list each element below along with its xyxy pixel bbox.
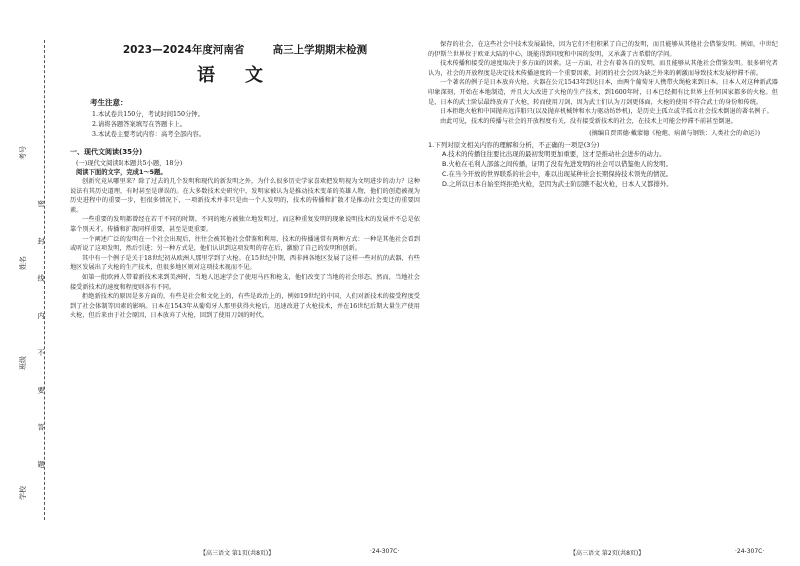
notes-heading: 考生注意： — [90, 98, 128, 107]
passage-paragraph: 技术传播和接受的速度取决于多方面的因素。这一方面，社会有着各自的发明，而且能够从其他社会借鉴发明。很多研究者认为，社会的开放程度是决定技术传播速度的一个重要因素，封闭的社会会因为缺乏外来的刺激而导致技术发展停滞不前。 — [428, 60, 778, 77]
question-option-c: C.在当今开放的世界联系的社会中，难以出现某种社会长期保持技术领先的情况。 — [442, 169, 673, 178]
footer-right-code: ·24-307C· — [735, 548, 765, 555]
question-option-d: D.之所以日本自始至终拒绝火枪，是因为武士阶层瞧不起火枪，日本人又都排外。 — [442, 179, 673, 188]
passage-paragraph: 其中有一个例子是关于18世纪初从欧洲人那里学到了火枪。在15世纪中期，西非洲各地区发展了这样一些对抗的武器，有些地区发展出了火枪的生产技术，但很多地区则对这项技术视而不见。 — [70, 254, 420, 272]
note-item: 3.本试卷主要考试内容：高考全部内容。 — [92, 131, 206, 138]
question-option-a: A.技术的传播往往要比出现的最初发明更加重要，这才是推动社会进步的动力。 — [442, 150, 666, 159]
passage-paragraph: 创新究竟从哪里来？除了过去的几个发明和现代的新发明之外，为什么很多历史学家喜欢把发明视为文明进步的动力？这种说法有其历史道理，有时甚至是谬误的。在大多数技术史研究中，发明家被认为是推动技术变革的英雄人物，他们的创造被视为历史进程中的重要一步，但很多情况下，一项新技术并非只是由一个人发明的，技术的传播和扩散才是推动社会变迁的重要因素。 — [70, 178, 420, 214]
passage-paragraph: 日本拒绝火枪和中国抛弃远洋船只(以及抛弃机械钟和水力驱动纺纱机)，是历史上孤立或半孤立社会技术倒退的著名例子。 — [440, 108, 773, 116]
note-item: 2.请将各题答案填写在答题卡上。 — [92, 121, 187, 128]
footer-right: 【高三语文 第2页(共8页)】 — [570, 550, 645, 557]
right-column — [428, 40, 778, 190]
section-instruction: 阅读下面的文字，完成1～5题。 — [76, 169, 167, 176]
exam-name: 高三上学期期末检测 — [272, 44, 368, 56]
binding-label-id: 考号 — [19, 146, 27, 160]
section-title: 一、现代文阅读(35分) — [70, 148, 143, 156]
passage-paragraph: 由此可见，技术的传播与社会的开放程度有关，没有接受新技术的社会，在技术上可能会停滞不前甚至倒退。 — [440, 117, 737, 125]
section-part: (一)现代文阅读Ⅰ(本题共5小题，18分) — [76, 160, 183, 167]
exam-year: 2023—2024年度河南省 — [122, 44, 245, 56]
passage-paragraph: 一个阐述广泛的发明在一个社会出现后，往往会被其他社会借鉴和利用，技术的传播通常有两种方式：一种是其他社会看到或听说了这项发明，然后引进；另一种方式是，他们认识到这项发明的存在后，激励了自己的发明和创新。 — [70, 235, 420, 253]
footer-left: 【高三语文 第1页(共8页)】 — [200, 550, 275, 557]
question-option-b: B.火枪在毛利人部落之间传播，证明了没有先进发明的社会可以借鉴他人的发明。 — [442, 160, 673, 169]
binding-label-school: 学校 — [19, 486, 27, 500]
question-stem: 1.下列对原文相关内容的理解和分析，不正确的一项是(3分) — [428, 141, 600, 150]
passage-attribution: (摘编自贾雷德·戴蒙德《枪炮、病菌与钢铁：人类社会的命运》) — [589, 130, 760, 138]
binding-strip — [0, 0, 60, 566]
passage-paragraph: 一些重要的发明都曾经在若干不同的时期、不同的地方被独立地发明过，而这种重复发明的现象说明技术的发展并不总是依靠个别天才。传播和扩散同样重要，甚至是更重要。 — [70, 216, 420, 233]
note-item: 1.本试卷共150分，考试时间150分钟。 — [92, 111, 204, 118]
subject-title: 语文 — [197, 65, 293, 86]
passage-paragraph: 保存的社会，在这些社会中技术发展最快，因为它们不但积累了自己的发明，而且能够从其他社会借鉴发明。例如，中世纪的伊斯兰世界位于欧亚大陆的中心，既能得到印度和中国的发明，又承袭了古希腊的学问。 — [428, 41, 778, 58]
passage-paragraph: 如第一批欧洲人带着新技术来到美洲时，当地人迅速学会了使用马匹和枪支，他们改变了当地的社会形态。然而，当地社会接受新技术的速度和程度则各有不同。 — [70, 273, 420, 291]
binding-label-name: 姓名 — [19, 256, 27, 270]
exam-title — [70, 42, 420, 57]
left-column — [70, 38, 420, 321]
binding-label-class: 班级 — [19, 356, 27, 370]
footer-left-code: ·24-307C· — [370, 548, 400, 555]
passage-paragraph: 拒绝新技术的原因是多方面的，有些是社会和文化上的，有些是政治上的，例如19世纪的中国，人们对新技术的接受程度受到了社会体制等因素的影响。日本在1543年从葡萄牙人那里获得火枪后，迅速改进了火枪技术，并在16世纪后期大量生产使用火枪，但后来由于社会原因，日本放弃了火枪，回到了使用刀剑的时代。 — [70, 293, 420, 320]
binding-warning: 密 封 线 内 不 要 答 题 — [37, 200, 45, 482]
passage-paragraph: 一个著名的例子是日本放弃火枪。火器在公元1543年到达日本，由两个葡萄牙人携带火绳枪来到日本。日本人对这种新武器印象深刻，开始在本地制造，并且大大改进了火枪的生产技术，到1600年时，日本已经拥有比世界上任何国家都多的火枪。但是，日本的武士阶层最终放弃了火枪，转而使用刀剑，因为武士们认为刀剑更体面，火枪的使用不符合武士的身份和传统。 — [428, 79, 778, 106]
